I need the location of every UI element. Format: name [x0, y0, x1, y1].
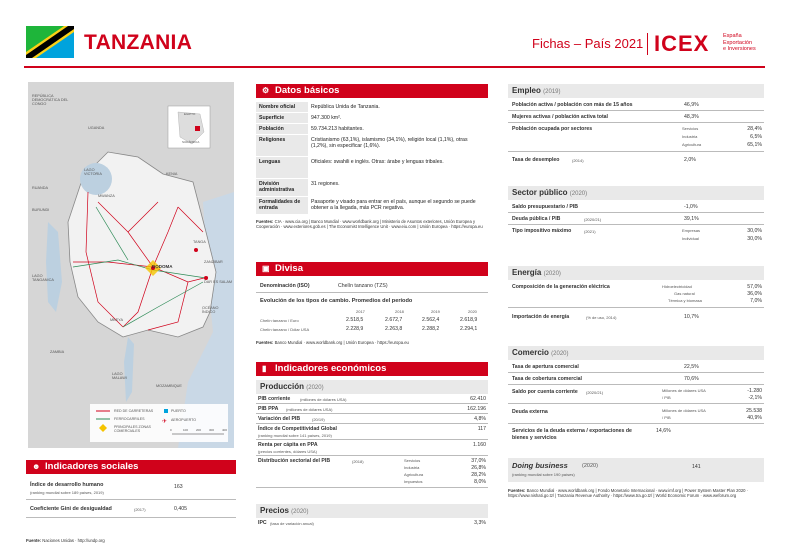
- doing-business-box: Doing business (2020) (ranking mundial sobre 190 países) 141: [508, 458, 764, 482]
- energia-gen-row: Composición de la generación eléctrica Hidroelectricidad 57,0% Gas natural 36,0% Térmica y biomasa 7,0%: [508, 282, 764, 308]
- empleo-desempleo-row: Tasa de desempleo (2014) 2,0%: [512, 157, 696, 163]
- legend-scale-400: 400: [222, 428, 228, 432]
- header-rule: [24, 66, 765, 68]
- econ-row: Índice de Competitividad Global (ranking mundial sobre 141 países, 2019) 117: [258, 426, 486, 438]
- bar-chart-icon: ▮: [262, 364, 267, 373]
- icex-logo-subtitle: España Exportación e Inversiones: [723, 33, 756, 52]
- energia-body: [508, 280, 764, 326]
- datos-row: División administrativa 31 regiones.: [256, 179, 488, 197]
- header-separator: [647, 33, 648, 55]
- divisa-value: 2.672,7: [385, 317, 403, 323]
- right-column: [508, 84, 764, 498]
- empleo-body: [508, 98, 764, 170]
- comercio-header: Comercio (2020): [508, 346, 764, 360]
- comercio-cuenta-row: Saldo por cuenta corriente (2020/21) Millones de dólares USA -1.280 / PIB -2,1%: [508, 386, 764, 404]
- country-title: TANZANIA: [84, 31, 193, 54]
- divisa-year: 2018: [395, 309, 404, 314]
- datos-row: Formalidades de entrada Pasaporte y visado para entrar en el país, aunque el segundo se puede obtener a la llegada, más PCR negativa.: [256, 197, 488, 215]
- divisa-value: 2.263,8: [385, 326, 403, 332]
- empleo-header: Empleo (2019): [508, 84, 764, 98]
- divisa-value: 2.618,9: [460, 317, 478, 323]
- economic-indicators-header: ▮ Indicadores económicos: [256, 362, 488, 376]
- comercio-deuda-row: Deuda externa Millones de dólares USA 25.538 / PIB 40,9%: [508, 406, 764, 424]
- legend-zonas-comerciales: PRINCIPALES ZONAS COMERCIALES: [114, 425, 151, 433]
- map-label-mozambique: MOZAMBIQUE: [156, 384, 182, 388]
- map-label-kenia: KENIA: [166, 172, 178, 176]
- econ-row: PIB PPA (millones de dólares USA) 162.196: [258, 406, 486, 412]
- comercio-body: [508, 360, 764, 444]
- publico-body: [508, 200, 764, 252]
- divisa-source: Fuentes: Banco Mundial · www.worldbank.org | Unión Europea · https://europa.eu: [256, 340, 409, 345]
- country-map: [28, 82, 234, 448]
- divisa-value: 2.562,4: [422, 317, 440, 323]
- produccion-header: Producción (2020): [256, 380, 488, 394]
- publico-tipo-row: Tipo impositivo máximo (2021) Empresas 30,0% Individual 30,0%: [512, 228, 762, 242]
- publico-header: Sector público (2020): [508, 186, 764, 200]
- comercio-row: Tasa de cobertura comercial 70,6%: [508, 374, 764, 385]
- economic-indicators-section: [256, 362, 488, 528]
- empleo-row: Mujeres activas / población activa total 48,3%: [508, 112, 764, 123]
- datos-row: Religiones Cristianismo (63,1%), islamismo (34,1%), religión local (1,1%), otras (1,2%), sin especificar (1,6%).: [256, 135, 488, 157]
- map-label-mbeya: MBEYA: [110, 318, 124, 322]
- social-indicators-header: ☻ Indicadores sociales: [26, 460, 236, 474]
- publico-row: Saldo presupuestario / PIB -1,0%: [508, 202, 764, 213]
- svg-text:✈: ✈: [162, 419, 168, 425]
- econ-row: Renta per cápita en PPA (precios corrientes, dólares USA) 1.160: [258, 442, 486, 454]
- econ-row: PIB corriente (millones de dólares USA) 62.410: [258, 396, 486, 402]
- datos-basicos-section: [256, 84, 488, 229]
- divisa-value: 2.228,9: [346, 326, 364, 332]
- divisa-header: ▣ Divisa: [256, 262, 488, 276]
- map-inset-label-egipto: EGIPTO: [184, 112, 196, 116]
- social-row-idh: Índice de desarrollo humano (ranking mundial sobre 189 países, 2019) 163: [26, 482, 236, 500]
- money-icon: ▣: [262, 264, 270, 273]
- icex-logo: ICEX: [654, 31, 710, 56]
- datos-basicos-header: ⚙ Datos básicos: [256, 84, 488, 98]
- datos-row: Superficie 947.300 km².: [256, 113, 488, 124]
- legend-scale-300: 300: [209, 428, 215, 432]
- map-label-lago-malawi: LAGO MALAWI: [112, 372, 127, 380]
- divisa-denom-value: Chelín tanzano (TZS): [338, 283, 388, 289]
- divisa-year: 2019: [431, 309, 440, 314]
- map-label-lago-victoria: LAGO VICTORIA: [84, 168, 102, 176]
- social-indicators-section: [26, 460, 236, 543]
- legend-carreteras: RED DE CARRETERAS: [114, 409, 154, 413]
- legend-puerto: PUERTO: [171, 409, 186, 413]
- map-label-ruanda: RUANDA: [32, 186, 49, 190]
- person-icon: ☻: [32, 462, 41, 471]
- divisa-row-label: Chelín tanzano / Dólar USA: [260, 327, 310, 332]
- legend-ferrocarriles: FERROCARRILES: [114, 417, 145, 421]
- econ-sectorial-row: Distribución sectorial del PIB (2018) Servicios 37,0% Industria 26,8% Agricultura 28,2% Impuestos 8,0%: [256, 456, 488, 488]
- energia-header: Energía (2020): [508, 266, 764, 280]
- legend-aeropuerto: AEROPUERTO: [171, 418, 197, 422]
- empleo-ocupada-row: Población ocupada por sectores Servicios 28,4% Industria 6,5% Agricultura 65,1%: [508, 124, 764, 152]
- empleo-row: Población activa / población con más de 15 años 46,9%: [508, 100, 764, 111]
- map-label-zambia: ZAMBIA: [50, 350, 65, 354]
- right-source: Fuentes: Banco Mundial · www.worldbank.org | Fondo Monetario Internacional · www.imf.org | Power System Master Plan 2020 · https://www.nishati.go.tz/ | Tanzania Revenue Authority · https://www.tra.go.tz/ | World Economic Forum · www.weforum.org: [508, 488, 749, 499]
- tanzania-flag: [26, 26, 74, 58]
- fichas-pais-label: Fichas – País 2021: [532, 36, 644, 51]
- map-label-tanga: TANGA: [193, 240, 206, 244]
- map-label-rdc: REPÚBLICA DEMOCRÁTICA DEL CONGO: [32, 94, 69, 106]
- map-label-mwanza: MWANZA: [98, 194, 115, 198]
- divisa-value: 2.294,1: [460, 326, 478, 332]
- datos-row: Lenguas Oficiales: swahili e inglés. Otras: árabe y lenguas tribales.: [256, 157, 488, 179]
- legend-scale-0: 0: [170, 428, 172, 432]
- map-inset-label-sudafrica: SUDÁFRICA: [182, 140, 200, 144]
- energia-import-row: Importación de energía (% de uso, 2014) 10,7%: [512, 314, 699, 320]
- publico-row: Deuda pública / PIB (2020/21) 39,1%: [508, 214, 764, 225]
- map-label-zanzibar: ZANZIBAR: [204, 260, 223, 264]
- social-row-gini: Coeficiente Gini de desigualdad (2017) 0,405: [26, 504, 236, 518]
- map-label-oceano: OCÉANO ÍNDICO: [202, 306, 219, 314]
- datos-row: Población 59.734.213 habitantes.: [256, 124, 488, 135]
- map-label-uganda: UGANDA: [88, 126, 105, 130]
- divisa-value: 2.288,2: [422, 326, 440, 332]
- legend-scale-200: 200: [196, 428, 202, 432]
- map-label-burundi: BURUNDI: [32, 208, 50, 212]
- divisa-value: 2.518,5: [346, 317, 364, 323]
- ipc-row: IPC (tasa de variación anual) 3,3%: [258, 520, 486, 526]
- precios-header: Precios (2020): [256, 504, 488, 518]
- divisa-denom-label: Denominación (ISO): [260, 283, 310, 289]
- divisa-divider: [256, 292, 488, 293]
- gear-icon: ⚙: [262, 86, 270, 95]
- legend-scale-100: 100: [183, 428, 189, 432]
- datos-row: Nombre oficial República Unida de Tanzania.: [256, 102, 488, 113]
- datos-source: Fuentes: CIA · www.cia.org | Banco Mundial · www.worldbank.org | Ministerio de Asuntos exteriores, Unión Europea y Cooperación · www.exteriores.gob.es | The Economist Intelligence Unit · www.eiu.com | Unión Europea · https://europa.eu: [256, 219, 483, 230]
- divisa-row-label: Chelín tanzano / Euro: [260, 318, 299, 323]
- social-source: Fuente: Naciones Unidas · http://undp.org: [26, 538, 105, 543]
- econ-row: Variación del PIB (20/19) 4,8%: [258, 416, 486, 422]
- map-label-dar-es-salam: DAR ES SALAM: [204, 280, 233, 284]
- comercio-row: Tasa de apertura comercial 22,5%: [508, 362, 764, 373]
- map-label-lago-tanganica: LAGO TANGANICA: [32, 274, 54, 282]
- divisa-year: 2020: [468, 309, 477, 314]
- datos-basicos-table: [256, 102, 488, 215]
- divisa-evol-title: Evolución de los tipos de cambio. Promedios del período: [260, 298, 413, 304]
- divisa-section: [256, 262, 488, 345]
- map-label-dodoma: DODOMA: [152, 264, 173, 269]
- divisa-year: 2017: [356, 309, 365, 314]
- comercio-servicios-row: Servicios de la deuda externa / exportaciones de bienes y servicios 14,6%: [512, 428, 671, 441]
